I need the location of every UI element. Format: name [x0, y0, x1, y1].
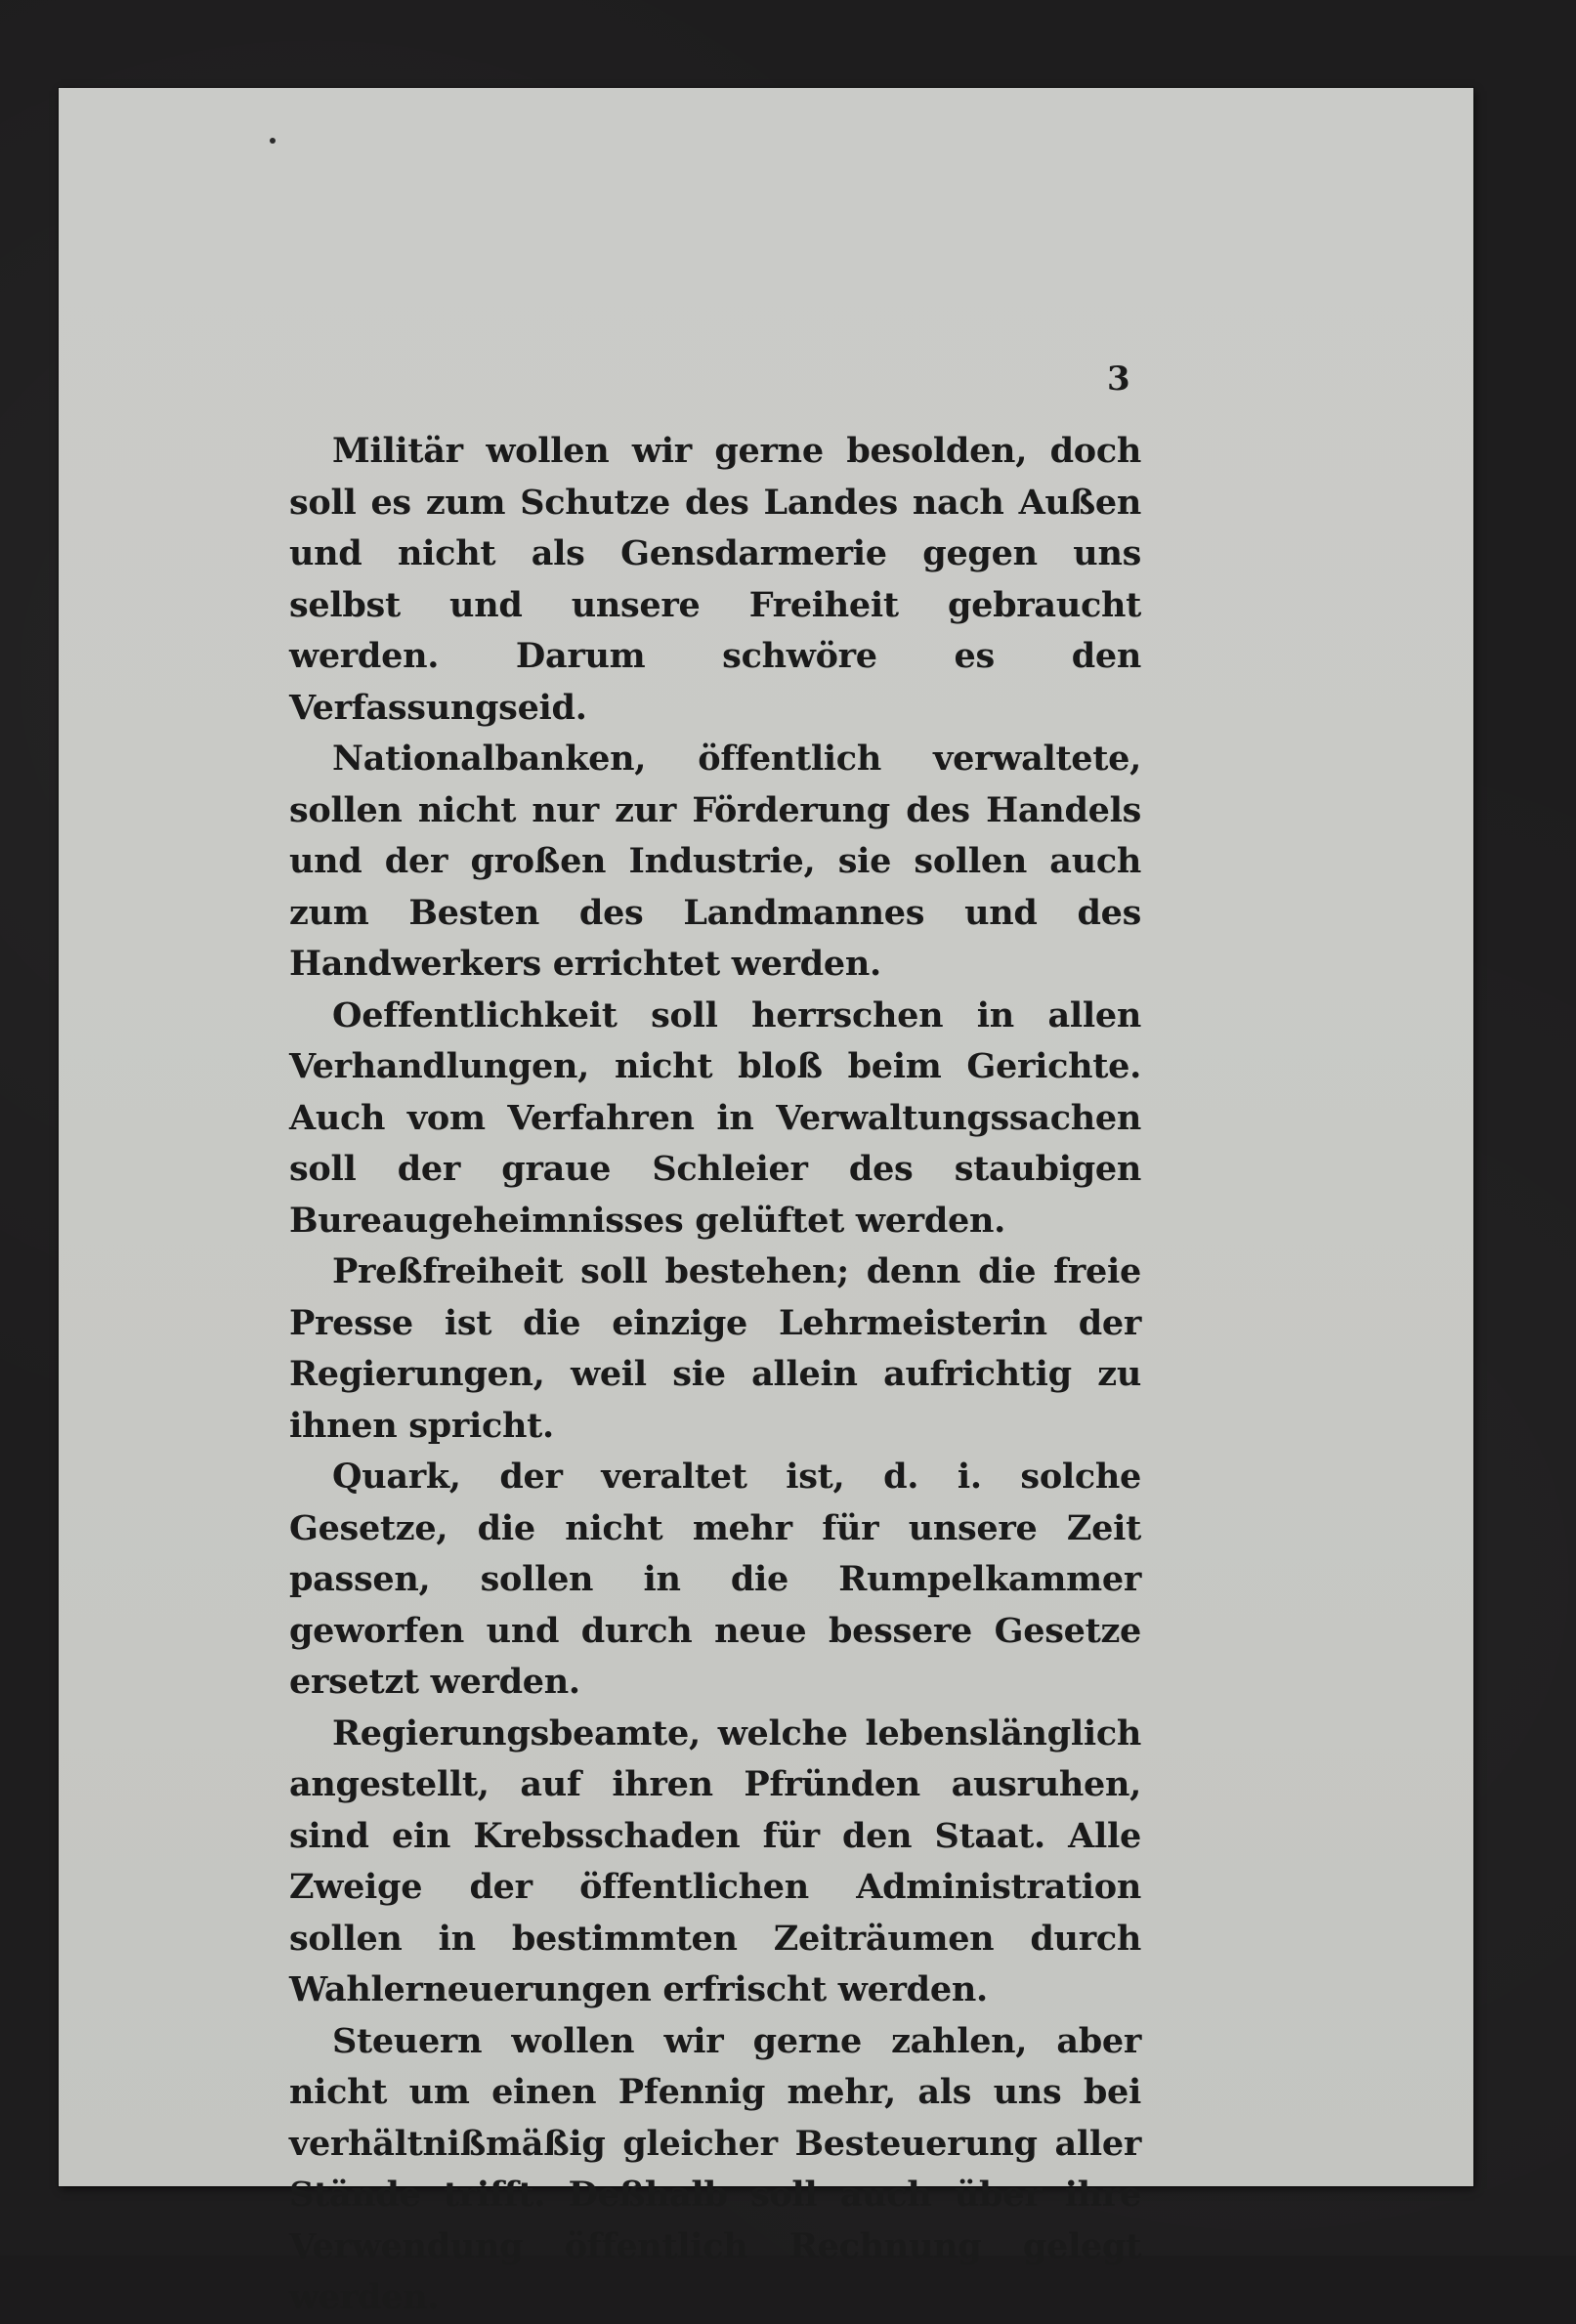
paragraph-oeffentlichkeit: Oeffentlichkeit soll herrschen in allen Verhandlungen, nicht bloß beim Gerichte. Auch vom Verfahren in Verwaltungssachen soll der graue Schleier des staubigen Bureaugeheimnisses gelüftet werden.	[289, 994, 1141, 1241]
paragraph-steuern: Steuern wollen wir gerne zahlen, aber nicht um einen Pfennig mehr, als uns bei verhältnißmäßig gleicher Besteuerung aller Stände trifft. Deßhalb soll auch über ihre Verwendung öffentlich Rechnung gelegt werden.	[289, 2020, 1141, 2317]
paragraph-quark: Quark, der veraltet ist, d. i. solche Gesetze, die nicht mehr für unsere Zeit passen, sollen in die Rumpelkammer geworfen und durch neue bessere Gesetze ersetzt werden.	[289, 1457, 1141, 1702]
paragraph-regierungsbeamte: Regierungsbeamte, welche lebenslänglich angestellt, auf ihren Pfründen ausruhen, sind ein Krebsschaden für den Staat. Alle Zweige der öffentlichen Administration sollen in bestimmten Zeiträumen durch Wahlerneuerungen erfrischt werden.	[289, 1712, 1141, 2009]
page-number: 3	[1107, 359, 1130, 399]
paragraph-militaer: Militär wollen wir gerne besolden, doch soll es zum Schutze des Landes nach Außen und nicht als Gensdarmerie gegen uns selbst und unsere Freiheit gebraucht werden. Darum schwöre es den Verfassungseid.	[289, 431, 1141, 728]
ink-speck	[270, 138, 276, 144]
paragraph-nationalbanken: Nationalbanken, öffentlich verwaltete, sollen nicht nur zur Förderung des Handels und der großen Industrie, sie sollen auch zum Besten des Landmannes und des Handwerkers errichtet werden.	[289, 739, 1141, 984]
paragraph-pressfreiheit: Preßfreiheit soll bestehen; denn die freie Presse ist die einzige Lehrmeisterin der Regierungen, weil sie allein aufrichtig zu ihnen spricht.	[289, 1251, 1141, 1446]
document-body	[289, 426, 1141, 2324]
